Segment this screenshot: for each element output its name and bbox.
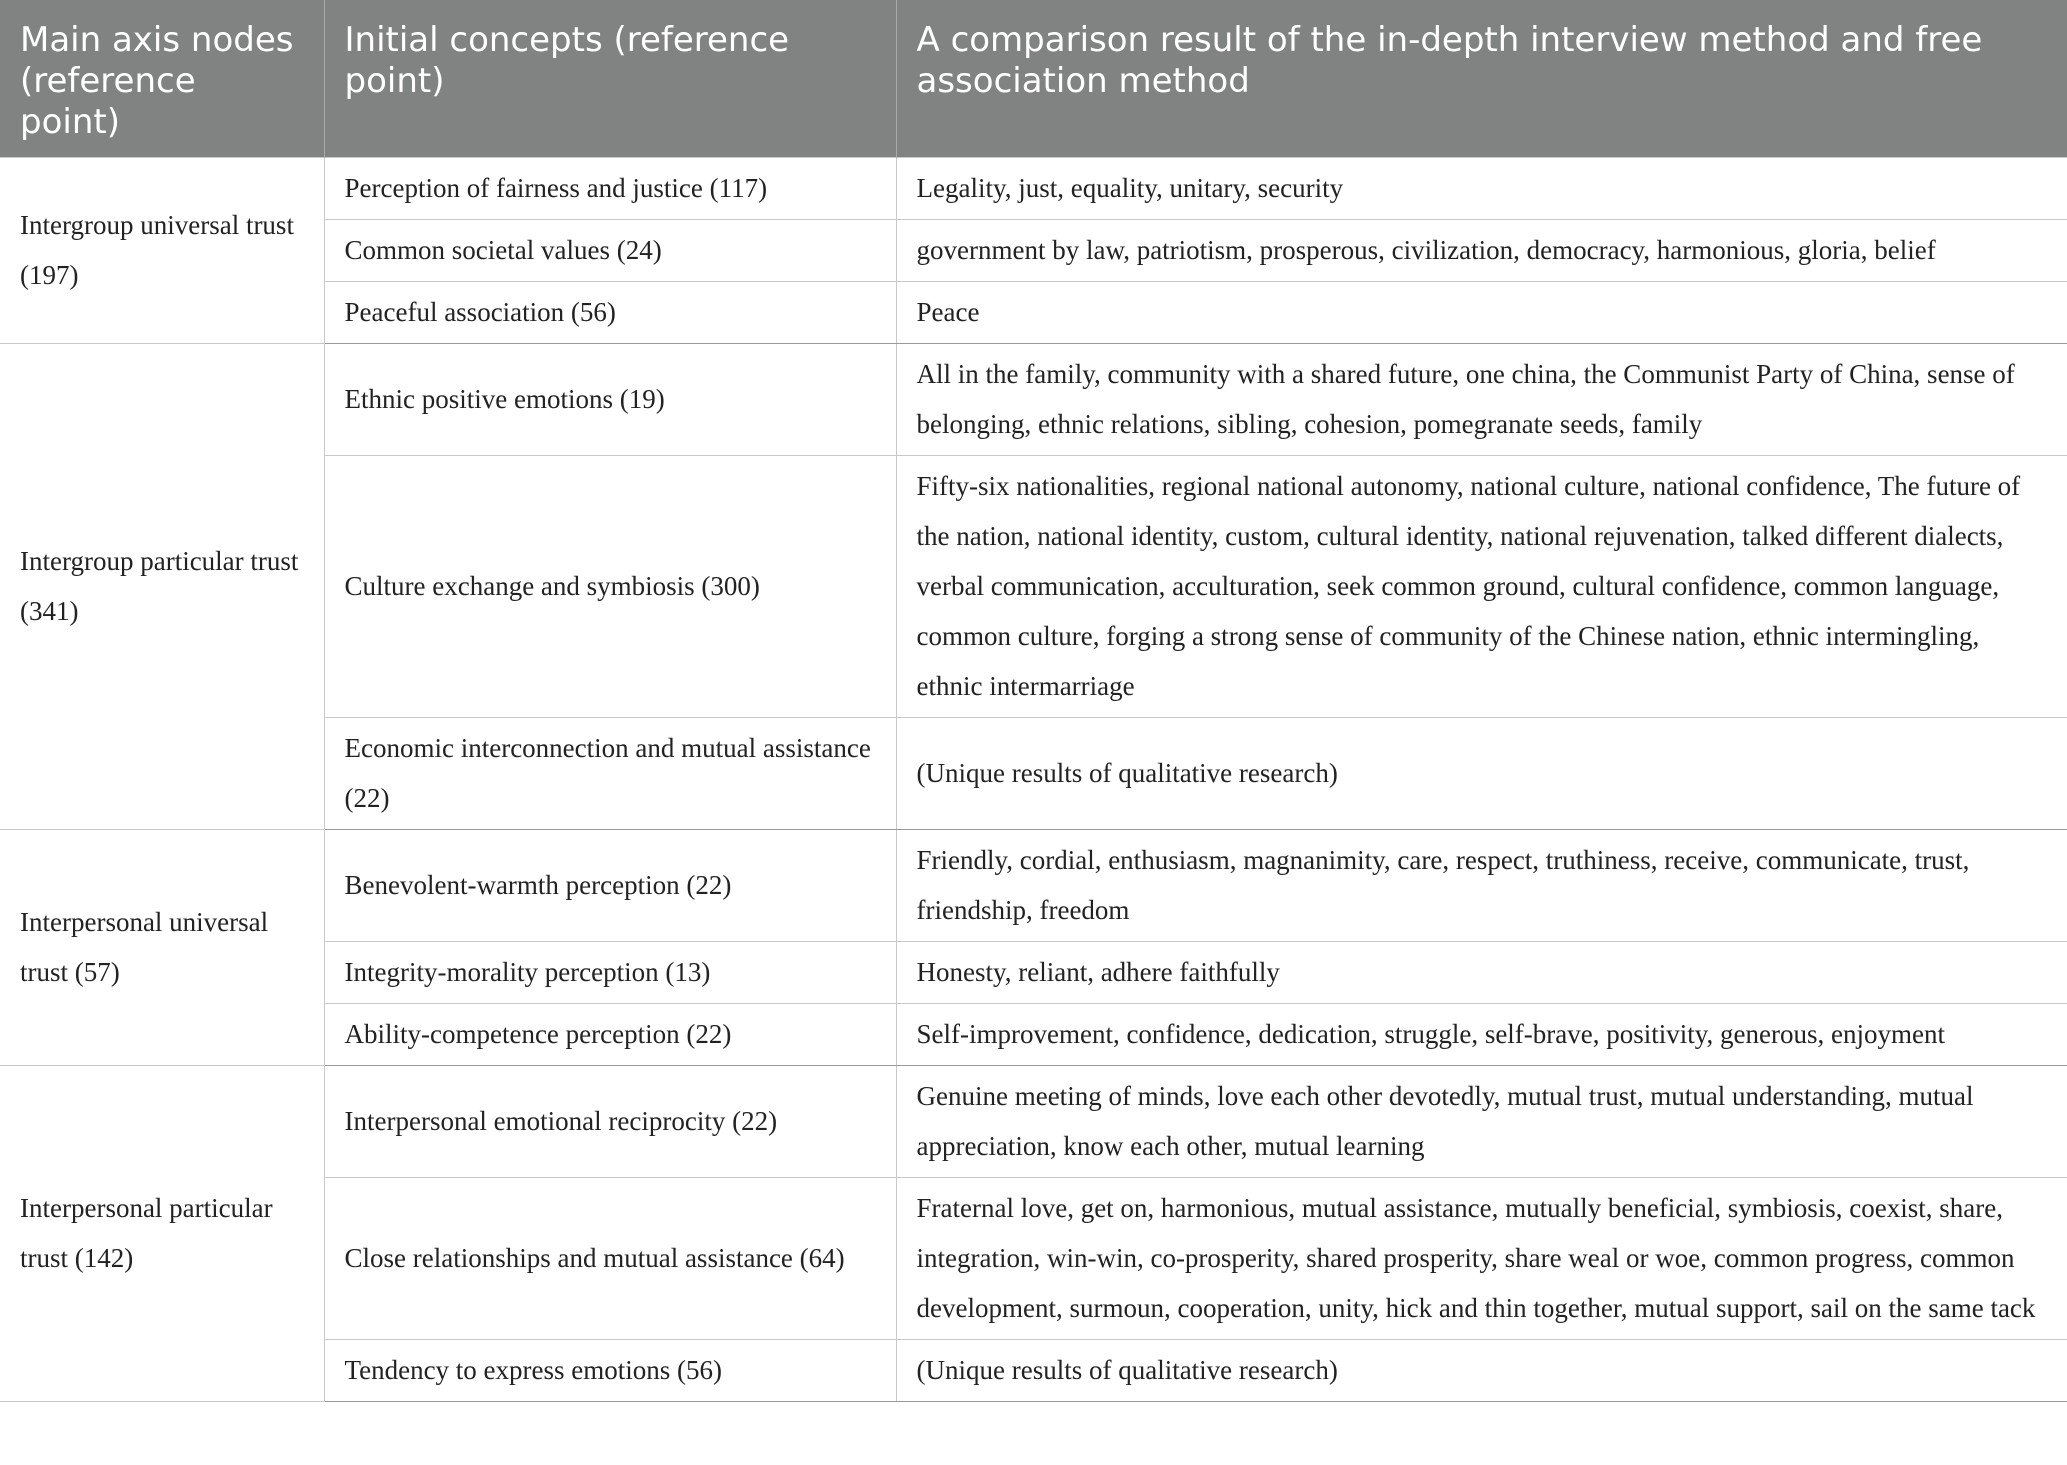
concept-cell: Integrity-morality perception (13) bbox=[324, 942, 896, 1004]
result-cell: Genuine meeting of minds, love each other devotedly, mutual trust, mutual understanding, mutual appreciation, know each other, mutual learning bbox=[896, 1066, 2067, 1178]
result-cell: (Unique results of qualitative research) bbox=[896, 1340, 2067, 1402]
concept-cell: Culture exchange and symbiosis (300) bbox=[324, 456, 896, 718]
axis-node-cell: Interpersonal particular trust (142) bbox=[0, 1066, 324, 1402]
result-cell: Honesty, reliant, adhere faithfully bbox=[896, 942, 2067, 1004]
result-cell: Peace bbox=[896, 282, 2067, 344]
result-cell: government by law, patriotism, prosperous, civilization, democracy, harmonious, gloria, belief bbox=[896, 220, 2067, 282]
header-comparison-result: A comparison result of the in-depth interview method and free association method bbox=[896, 0, 2067, 158]
concept-cell: Peaceful association (56) bbox=[324, 282, 896, 344]
result-cell: Legality, just, equality, unitary, security bbox=[896, 158, 2067, 220]
axis-node-cell: Intergroup universal trust (197) bbox=[0, 158, 324, 344]
axis-node-cell: Intergroup particular trust (341) bbox=[0, 344, 324, 830]
concept-cell: Perception of fairness and justice (117) bbox=[324, 158, 896, 220]
table-row bbox=[0, 158, 2067, 220]
result-cell: All in the family, community with a shared future, one china, the Communist Party of China, sense of belonging, ethnic relations, sibling, cohesion, pomegranate seeds, family bbox=[896, 344, 2067, 456]
result-cell: Friendly, cordial, enthusiasm, magnanimity, care, respect, truthiness, receive, communicate, trust, friendship, freedom bbox=[896, 830, 2067, 942]
result-cell: Self-improvement, confidence, dedication, struggle, self-brave, positivity, generous, enjoyment bbox=[896, 1004, 2067, 1066]
header-row bbox=[0, 0, 2067, 158]
table-row bbox=[0, 830, 2067, 942]
concept-cell: Tendency to express emotions (56) bbox=[324, 1340, 896, 1402]
result-cell: Fraternal love, get on, harmonious, mutual assistance, mutually beneficial, symbiosis, coexist, share, integration, win-win, co-prosperity, shared prosperity, share weal or woe, common progress, common development, surmoun, cooperation, unity, hick and thin together, mutual support, sail on the same tack bbox=[896, 1178, 2067, 1340]
concept-cell: Ethnic positive emotions (19) bbox=[324, 344, 896, 456]
concept-cell: Close relationships and mutual assistance (64) bbox=[324, 1178, 896, 1340]
header-initial-concepts: Initial concepts (reference point) bbox=[324, 0, 896, 158]
concept-cell: Benevolent-warmth perception (22) bbox=[324, 830, 896, 942]
concept-cell: Economic interconnection and mutual assistance (22) bbox=[324, 718, 896, 830]
concept-cell: Ability-competence perception (22) bbox=[324, 1004, 896, 1066]
result-cell: (Unique results of qualitative research) bbox=[896, 718, 2067, 830]
header-main-axis: Main axis nodes (reference point) bbox=[0, 0, 324, 158]
concept-cell: Common societal values (24) bbox=[324, 220, 896, 282]
result-cell: Fifty-six nationalities, regional national autonomy, national culture, national confidence, The future of the nation, national identity, custom, cultural identity, national rejuvenation, talked different dialects, verbal communication, acculturation, seek common ground, cultural confidence, common language, common culture, forging a strong sense of community of the Chinese nation, ethnic intermingling, ethnic intermarriage bbox=[896, 456, 2067, 718]
concept-cell: Interpersonal emotional reciprocity (22) bbox=[324, 1066, 896, 1178]
table-row bbox=[0, 1066, 2067, 1178]
table-row bbox=[0, 344, 2067, 456]
axis-node-cell: Interpersonal universal trust (57) bbox=[0, 830, 324, 1066]
